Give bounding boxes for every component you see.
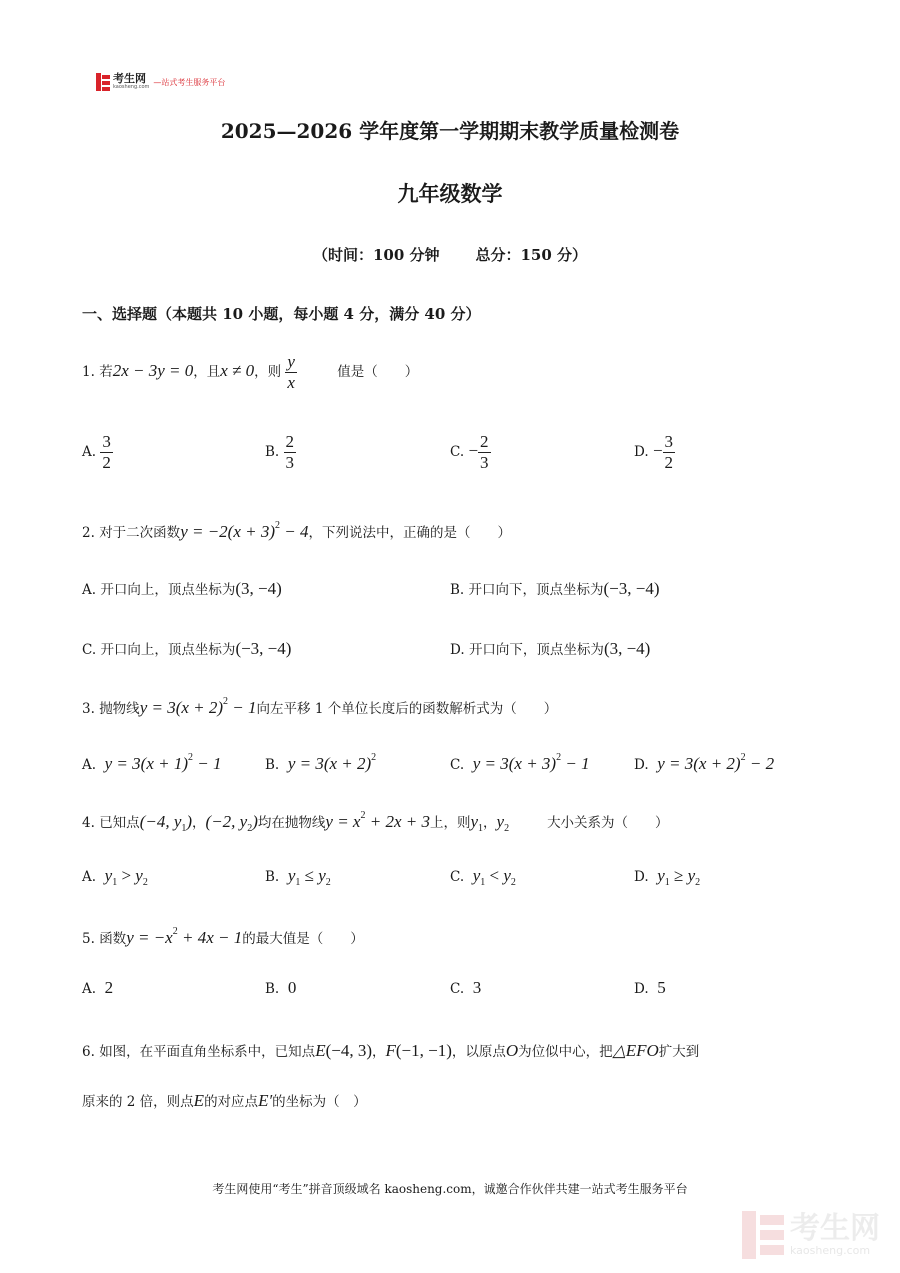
- exam-info: [0, 244, 900, 265]
- option-a[interactable]: [82, 978, 113, 998]
- option-label: C.: [450, 981, 465, 997]
- option-c[interactable]: [82, 638, 291, 659]
- option-label: A.: [82, 444, 97, 460]
- variable: y: [135, 866, 143, 885]
- point-label: E: [315, 1041, 326, 1060]
- subscript: 1: [478, 823, 484, 834]
- question-text: 为位似中心，把: [518, 1044, 613, 1060]
- question-text: ，则: [254, 364, 282, 380]
- question-5: [82, 926, 364, 948]
- coordinate: (−1, −1): [395, 1041, 452, 1060]
- question-4: [82, 810, 669, 834]
- denominator: 2: [102, 453, 111, 472]
- equation-tail: − 1: [193, 754, 222, 773]
- logo-slogan: —站式考生服务平台: [153, 77, 226, 87]
- subscript: 1: [664, 877, 670, 888]
- exponent: 2: [740, 752, 746, 763]
- option-label: A.: [82, 582, 97, 598]
- subscript: 2: [504, 823, 510, 834]
- logo-icon: [96, 73, 110, 91]
- subscript: 1: [181, 823, 187, 834]
- variable: y: [657, 866, 665, 885]
- watermark-domain: kaosheng.com: [790, 1243, 871, 1257]
- option-b[interactable]: [450, 578, 660, 599]
- option-label: D.: [634, 757, 649, 773]
- equation: [126, 928, 242, 947]
- option-a[interactable]: [82, 866, 148, 888]
- option-label: D.: [634, 981, 649, 997]
- option-c[interactable]: [450, 978, 481, 998]
- question-text: ，且: [193, 364, 221, 380]
- exponent: 2: [172, 926, 178, 937]
- question-text: 如图，在平面直角坐标系中，已知点: [99, 1044, 316, 1060]
- question-number: 5.: [82, 931, 95, 947]
- coordinate: (−4, 3): [325, 1041, 372, 1060]
- watermark: [742, 1211, 880, 1259]
- inequality: [472, 866, 516, 888]
- option-b[interactable]: [265, 432, 296, 473]
- fraction: [285, 352, 297, 393]
- option-value: 0: [287, 978, 297, 997]
- numerator: 3: [664, 432, 674, 451]
- numerator: 3: [102, 432, 111, 451]
- option-c[interactable]: [450, 432, 491, 473]
- point-1: [139, 812, 193, 834]
- denominator: 3: [480, 453, 489, 472]
- variable: y: [503, 866, 511, 885]
- punctuation: ，: [483, 815, 497, 831]
- option-label: A.: [82, 757, 97, 773]
- point-2: [205, 812, 258, 834]
- point-label: E: [193, 1091, 205, 1110]
- option-text: 开口向下，顶点坐标为: [468, 642, 604, 658]
- equation-tail: + 2x + 3: [365, 812, 430, 831]
- punctuation: ，: [192, 815, 206, 831]
- point-body: (−2, y: [205, 812, 248, 831]
- option-label: D.: [450, 642, 465, 658]
- inequality: [104, 866, 148, 888]
- question-text: 扩大到: [658, 1044, 700, 1060]
- coordinate: (3, −4): [603, 639, 651, 658]
- equation-body: y = 3(x + 3): [472, 754, 557, 773]
- logo-name: 考生网: [113, 72, 146, 85]
- inequality: [287, 866, 331, 888]
- equation: [325, 812, 430, 831]
- question-number: 4.: [82, 815, 95, 831]
- option-label: B.: [265, 981, 280, 997]
- option-label: D.: [634, 444, 649, 460]
- variable: y: [470, 812, 479, 831]
- question-text: 均在抛物线: [257, 815, 326, 831]
- watermark-name: 考生网: [790, 1210, 880, 1246]
- denominator: 3: [285, 453, 295, 472]
- equation-body: y = 3(x + 2): [139, 698, 224, 717]
- option-label: C.: [450, 444, 465, 460]
- exponent: 2: [371, 752, 377, 763]
- option-label: D.: [634, 869, 649, 885]
- option-label: B.: [265, 444, 280, 460]
- variable-y2: [496, 812, 510, 834]
- exam-time: （时间：100 分钟: [312, 246, 440, 264]
- equation: x ≠ 0: [220, 361, 255, 380]
- exam-total-score: 总分：150 分）: [475, 246, 588, 264]
- equation-body: y = 3(x + 2): [657, 754, 741, 773]
- equation-body: y = 3(x + 1): [104, 754, 188, 773]
- denominator: x: [287, 373, 295, 392]
- coordinate: (3, −4): [235, 579, 282, 598]
- subscript: 2: [142, 877, 148, 888]
- point-body: (−4, y: [139, 812, 182, 831]
- option-label: B.: [265, 757, 280, 773]
- equation-body: y = −x: [126, 928, 173, 947]
- equation: [657, 754, 774, 773]
- equation: 2x − 3y = 0: [112, 361, 194, 380]
- question-text: 已知点: [99, 815, 140, 831]
- option-label: C.: [82, 642, 97, 658]
- exam-subject: 九年级数学: [397, 181, 503, 206]
- option-b[interactable]: [265, 978, 296, 998]
- question-text: 向左平移 1 个单位长度后的函数解析式为（ ）: [256, 701, 558, 717]
- point-label: F: [385, 1041, 396, 1060]
- triangle-label: △EFO: [612, 1041, 659, 1060]
- question-number: 2.: [82, 525, 95, 541]
- subscript: 2: [695, 877, 701, 888]
- question-text: ，以原点: [451, 1044, 506, 1060]
- question-text: 值是（ ）: [337, 364, 419, 380]
- option-d[interactable]: [634, 866, 700, 888]
- coordinate: (−3, −4): [603, 579, 660, 598]
- relation: ≤: [304, 866, 314, 885]
- question-text: 的最大值是（ ）: [242, 931, 364, 947]
- equation-tail: − 1: [561, 754, 590, 773]
- option-a[interactable]: [82, 578, 282, 599]
- question-number: 1.: [82, 364, 95, 380]
- site-logo: [96, 72, 225, 92]
- question-text: 的坐标为（ ）: [272, 1094, 367, 1110]
- punctuation: ，: [372, 1044, 386, 1060]
- question-1: [82, 352, 418, 393]
- footer-text: 考生网使用“考生”拼音顶级域名 kaosheng.com，诚邀合作伙伴共建一站式考生服务平台: [212, 1182, 688, 1196]
- equation: [105, 754, 222, 773]
- question-text: ，下列说法中，正确的是（ ）: [308, 525, 511, 541]
- relation: ≥: [674, 866, 684, 885]
- exponent: 2: [223, 696, 229, 707]
- subscript: 1: [480, 877, 486, 888]
- option-b[interactable]: [265, 866, 331, 888]
- question-number: 3.: [82, 701, 95, 717]
- question-text: 抛物线: [99, 701, 140, 717]
- option-label: C.: [450, 869, 465, 885]
- variable: y: [104, 866, 113, 885]
- equation-tail: − 1: [228, 698, 257, 717]
- exponent: 2: [360, 810, 366, 821]
- equation-body: y = −2(x + 3): [180, 522, 276, 541]
- option-label: A.: [82, 981, 97, 997]
- variable: y: [687, 866, 696, 885]
- numerator: y: [287, 352, 295, 371]
- fraction: [663, 432, 676, 473]
- equation-tail: − 2: [745, 754, 775, 773]
- option-c[interactable]: [450, 752, 590, 774]
- option-label: B.: [450, 582, 465, 598]
- variable: y: [496, 812, 505, 831]
- fraction: [100, 432, 113, 473]
- question-3: [82, 696, 557, 718]
- numerator: 2: [285, 432, 295, 451]
- denominator: 2: [664, 453, 674, 472]
- question-text: 对于二次函数: [99, 525, 181, 541]
- sign: −: [468, 441, 479, 460]
- subscript: 2: [510, 877, 516, 888]
- option-value: 3: [472, 978, 482, 997]
- subscript: 2: [247, 823, 253, 834]
- exponent: 2: [556, 752, 562, 763]
- logo-domain: kaosheng.com: [113, 84, 150, 90]
- option-label: B.: [265, 869, 280, 885]
- variable-y1: [470, 812, 484, 834]
- variable: y: [472, 866, 481, 885]
- exam-title: 2025—2026 学年度第一学期期末教学质量检测卷: [220, 119, 680, 143]
- point-label: O: [505, 1041, 519, 1060]
- question-text: 函数: [99, 931, 127, 947]
- equation: [473, 754, 590, 773]
- option-value: 2: [104, 978, 114, 997]
- option-c[interactable]: [450, 866, 516, 888]
- option-text: 开口向下，顶点坐标为: [468, 582, 604, 598]
- option-a[interactable]: [82, 432, 113, 473]
- option-d[interactable]: [634, 752, 774, 774]
- subscript: 1: [295, 877, 301, 888]
- question-6: [82, 1040, 699, 1061]
- sign: −: [652, 441, 663, 460]
- question-text: 大小关系为（ ）: [547, 815, 669, 831]
- equation-body: y = x: [325, 812, 361, 831]
- exponent: 2: [275, 520, 281, 531]
- point-label: E′: [258, 1091, 273, 1110]
- option-a[interactable]: [82, 752, 221, 774]
- option-d[interactable]: [634, 432, 675, 473]
- fraction: [478, 432, 491, 473]
- equation: [140, 698, 257, 717]
- question-text: 原来的 2 倍，则点: [82, 1094, 194, 1110]
- exponent: 2: [188, 752, 193, 763]
- point-close: ): [186, 812, 193, 831]
- option-text: 开口向上，顶点坐标为: [100, 642, 236, 658]
- equation-tail: + 4x − 1: [177, 928, 243, 947]
- point-close: ): [252, 812, 258, 831]
- equation-body: y = 3(x + 2): [287, 754, 372, 773]
- watermark-logo-icon: [742, 1211, 784, 1259]
- question-text: 若: [99, 364, 113, 380]
- question-number: 6.: [82, 1044, 95, 1060]
- equation-tail: − 4: [280, 522, 309, 541]
- section-heading: 一、选择题（本题共 10 小题，每小题 4 分，满分 40 分）: [82, 305, 481, 323]
- subscript: 2: [325, 877, 331, 888]
- inequality: [657, 866, 701, 888]
- numerator: 2: [480, 432, 489, 451]
- question-text: 上，则: [429, 815, 471, 831]
- coordinate: (−3, −4): [235, 639, 292, 658]
- question-2: [82, 520, 511, 542]
- option-label: A.: [82, 869, 97, 885]
- option-b[interactable]: [265, 752, 376, 774]
- question-6-line-2: [82, 1090, 367, 1111]
- relation: >: [121, 866, 132, 885]
- variable: y: [287, 866, 296, 885]
- option-value: 5: [657, 978, 666, 997]
- option-d[interactable]: [450, 638, 650, 659]
- option-label: C.: [450, 757, 465, 773]
- option-d[interactable]: [634, 978, 666, 998]
- equation: [288, 754, 376, 773]
- equation: [180, 522, 308, 541]
- relation: <: [489, 866, 500, 885]
- question-text: 的对应点: [204, 1094, 259, 1110]
- option-text: 开口向上，顶点坐标为: [100, 582, 236, 598]
- fraction: [284, 432, 297, 473]
- variable: y: [318, 866, 326, 885]
- subscript: 1: [112, 877, 118, 888]
